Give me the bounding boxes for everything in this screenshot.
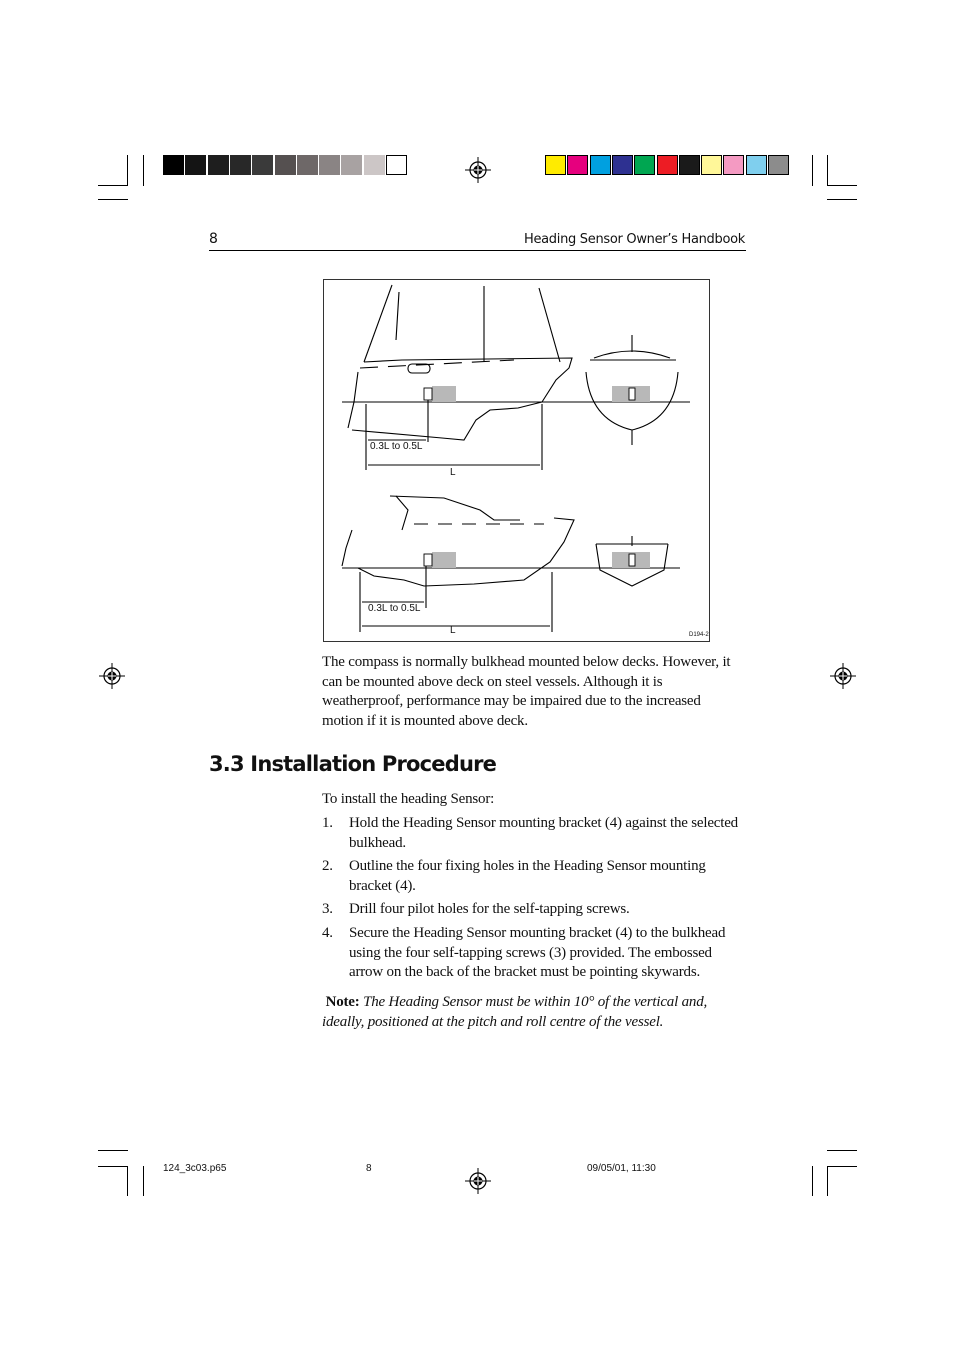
- gray-swatch: [319, 155, 340, 175]
- color-swatch: [679, 155, 700, 175]
- note: [322, 993, 742, 1032]
- color-swatch: [612, 155, 633, 175]
- footer-page: 8: [366, 1163, 372, 1174]
- note-text: The Heading Sensor must be within 10° of the vertical and, ideally, positioned at the pitch and roll centre of the vessel.: [322, 994, 708, 1030]
- registration-mark-icon: [465, 1168, 491, 1194]
- gray-swatch: [252, 155, 273, 175]
- page-number: 8: [209, 231, 218, 247]
- step-number: 1.: [322, 815, 333, 831]
- gray-swatch: [364, 155, 385, 175]
- steps-lead: To install the heading Sensor:: [322, 791, 495, 807]
- registration-mark-icon: [99, 663, 125, 689]
- registration-mark-icon: [830, 663, 856, 689]
- gray-swatch: [230, 155, 251, 175]
- gray-swatch: [297, 155, 318, 175]
- step-number: 4.: [322, 925, 333, 941]
- gray-swatch: [185, 155, 206, 175]
- color-swatch: [746, 155, 767, 175]
- step-item: [322, 924, 742, 980]
- color-swatch: [723, 155, 744, 175]
- color-swatch: [567, 155, 588, 175]
- footer-timestamp: 09/05/01, 11:30: [587, 1163, 656, 1174]
- sailboat-length-label: L: [450, 467, 456, 478]
- color-swatch: [701, 155, 722, 175]
- step-number: 2.: [322, 858, 333, 874]
- color-swatch: [590, 155, 611, 175]
- gray-swatch: [386, 155, 407, 175]
- motorboat-range-label: 0.3L to 0.5L: [368, 603, 421, 614]
- step-number: 3.: [322, 901, 333, 917]
- step-item: [322, 900, 742, 920]
- motorboat-profile-drawing: [342, 496, 680, 586]
- motorboat-length-label: L: [450, 625, 456, 636]
- sailboat-range-label: 0.3L to 0.5L: [370, 441, 423, 452]
- color-swatch: [657, 155, 678, 175]
- footer-filename: 124_3c03.p65: [163, 1163, 227, 1174]
- step-text: Drill four pilot holes for the self-tapping screws.: [349, 901, 630, 917]
- color-swatch: [768, 155, 789, 175]
- color-swatch: [545, 155, 566, 175]
- running-header-title: Heading Sensor Owner’s Handbook: [523, 232, 745, 247]
- registration-mark-icon: [465, 157, 491, 183]
- step-item: [322, 857, 742, 894]
- step-text: Secure the Heading Sensor mounting bracket (4) to the bulkhead using the four self-tapping screws (3) provided. The embossed arrow on the back of the bracket must be pointing skywards.: [349, 925, 726, 980]
- intro-paragraph: The compass is normally bulkhead mounted below decks. However, it can be mounted above deck on steel vessels. Although it is weatherproof, performance may be impaired due to the increased motion if it is mounted above deck.: [322, 654, 731, 729]
- gray-swatch: [208, 155, 229, 175]
- color-swatch: [634, 155, 655, 175]
- step-text: Hold the Heading Sensor mounting bracket (4) against the selected bulkhead.: [349, 815, 738, 851]
- sensor-zone-markers: [432, 386, 650, 568]
- gray-swatch: [163, 155, 184, 175]
- step-item: [322, 814, 742, 851]
- dimension-lines: [360, 400, 552, 632]
- gray-swatch: [275, 155, 296, 175]
- mounting-position-figure: [323, 279, 710, 642]
- sailboat-profile-drawing: [342, 285, 690, 440]
- gray-swatch: [341, 155, 362, 175]
- section-heading: 3.3 Installation Procedure: [209, 752, 497, 776]
- figure-id: D194-2: [689, 632, 709, 638]
- note-label: Note:: [325, 994, 360, 1010]
- step-text: Outline the four fixing holes in the Heading Sensor mounting bracket (4).: [349, 858, 706, 894]
- header-rule: [209, 250, 746, 251]
